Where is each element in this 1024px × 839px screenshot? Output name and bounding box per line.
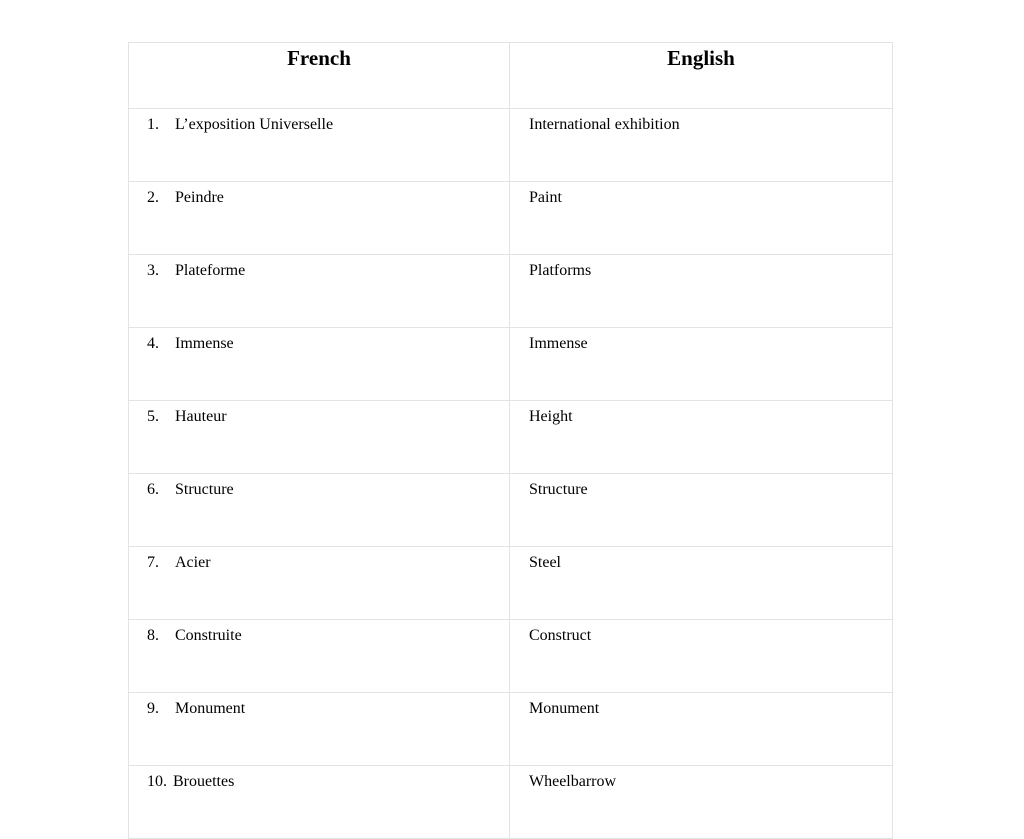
row-number: 4. — [147, 335, 159, 352]
table-row — [129, 766, 893, 839]
table-body — [129, 109, 893, 839]
english-word: International exhibition — [510, 109, 893, 182]
row-number: 8. — [147, 627, 159, 644]
french-cell — [129, 547, 510, 620]
french-cell — [129, 328, 510, 401]
header-english: English — [510, 43, 893, 109]
row-number: 6. — [147, 481, 159, 498]
french-word: Brouettes — [173, 773, 235, 790]
french-cell — [129, 109, 510, 182]
french-cell — [129, 620, 510, 693]
french-word: Plateforme — [175, 262, 246, 279]
row-number: 5. — [147, 408, 159, 425]
english-word: Height — [510, 401, 893, 474]
french-cell — [129, 766, 510, 839]
table-row — [129, 328, 893, 401]
english-word: Structure — [510, 474, 893, 547]
english-word: Paint — [510, 182, 893, 255]
row-number: 7. — [147, 554, 159, 571]
french-word: Structure — [175, 481, 234, 498]
english-word: Construct — [510, 620, 893, 693]
table-row — [129, 401, 893, 474]
french-word: L’exposition Universelle — [175, 116, 334, 133]
french-word: Hauteur — [175, 408, 227, 425]
french-cell — [129, 474, 510, 547]
english-word: Steel — [510, 547, 893, 620]
row-number: 9. — [147, 700, 159, 717]
header-french: French — [129, 43, 510, 109]
row-number: 10. — [147, 773, 167, 790]
english-word: Wheelbarrow — [510, 766, 893, 839]
table-row — [129, 693, 893, 766]
french-cell — [129, 401, 510, 474]
french-word: Construite — [175, 627, 242, 644]
english-word: Monument — [510, 693, 893, 766]
french-cell — [129, 255, 510, 328]
table-row — [129, 255, 893, 328]
english-word: Platforms — [510, 255, 893, 328]
french-cell — [129, 693, 510, 766]
row-number: 2. — [147, 189, 159, 206]
english-word: Immense — [510, 328, 893, 401]
french-word: Peindre — [175, 189, 224, 206]
table-header-row — [129, 43, 893, 109]
french-word: Immense — [175, 335, 234, 352]
row-number: 1. — [147, 116, 159, 133]
table-row — [129, 620, 893, 693]
vocabulary-table — [128, 42, 893, 839]
french-word: Acier — [175, 554, 211, 571]
table-row — [129, 182, 893, 255]
french-cell — [129, 182, 510, 255]
table-row — [129, 547, 893, 620]
row-number: 3. — [147, 262, 159, 279]
french-word: Monument — [175, 700, 246, 717]
table-row — [129, 474, 893, 547]
table-row — [129, 109, 893, 182]
